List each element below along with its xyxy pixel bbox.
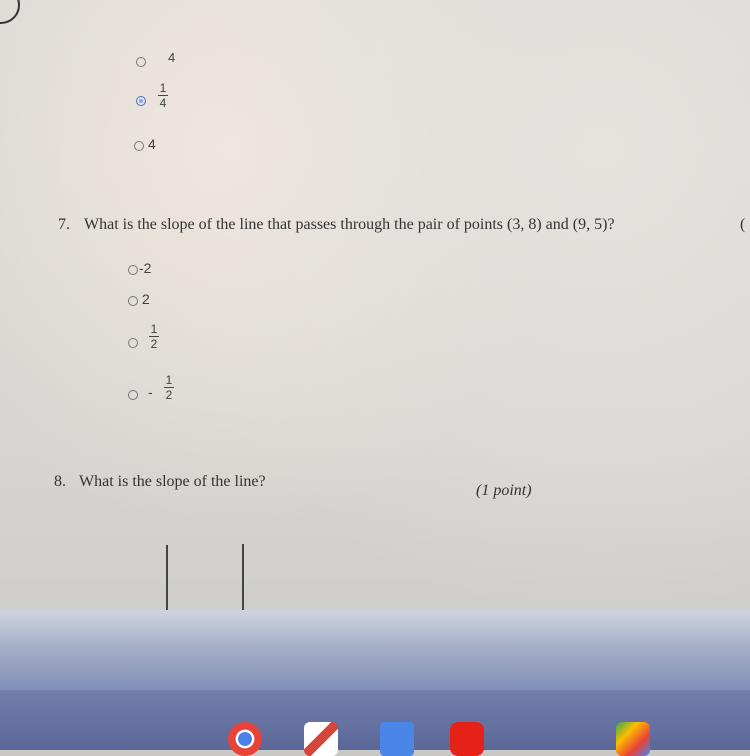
fraction-denominator: 4 (159, 96, 167, 110)
fraction-numerator: 1 (150, 322, 158, 336)
q7-option-4-fraction (164, 374, 174, 401)
q6-option-3-label: 4 (148, 136, 156, 152)
fraction-denominator: 2 (165, 388, 173, 402)
docs-icon[interactable] (380, 722, 414, 756)
q7-number: 7. (58, 216, 70, 233)
q6-option-1-radio[interactable] (136, 57, 146, 67)
q8-question-text: What is the slope of the line? (79, 473, 266, 490)
q7-option-1-radio[interactable] (128, 265, 138, 275)
q8-points: (1 point) (476, 482, 532, 499)
q6-option-2-fraction (158, 82, 168, 109)
q7-points-cut: ( (740, 216, 746, 233)
slope-graph (140, 540, 270, 610)
cursor-circle (0, 0, 20, 24)
chrome-icon[interactable] (228, 722, 262, 756)
gmail-icon[interactable] (304, 722, 338, 756)
graph-axis-line (166, 545, 168, 610)
q6-option-1-label: 4 (168, 50, 176, 65)
q7-option-2-radio[interactable] (128, 296, 138, 306)
fraction-denominator: 2 (150, 337, 158, 351)
q7-question-text: What is the slope of the line that passes through the pair of points (3, 8) and (9, 5)? (84, 216, 615, 233)
q7-option-4-radio[interactable] (128, 390, 138, 400)
q7-option-3-fraction (149, 323, 159, 350)
q6-option-2-radio[interactable] (136, 96, 146, 106)
youtube-icon[interactable] (450, 722, 484, 756)
q6-option-3-radio[interactable] (134, 141, 144, 151)
graph-line (242, 544, 244, 610)
fraction-numerator: 1 (159, 81, 167, 95)
q7-option-4-sign: - (148, 384, 153, 400)
q8-number: 8. (54, 473, 66, 490)
q7-option-2-label: 2 (142, 291, 150, 307)
q7-option-1-label: -2 (139, 260, 152, 276)
play-icon[interactable] (616, 722, 650, 756)
q7-option-3-radio[interactable] (128, 338, 138, 348)
fraction-numerator: 1 (165, 373, 173, 387)
